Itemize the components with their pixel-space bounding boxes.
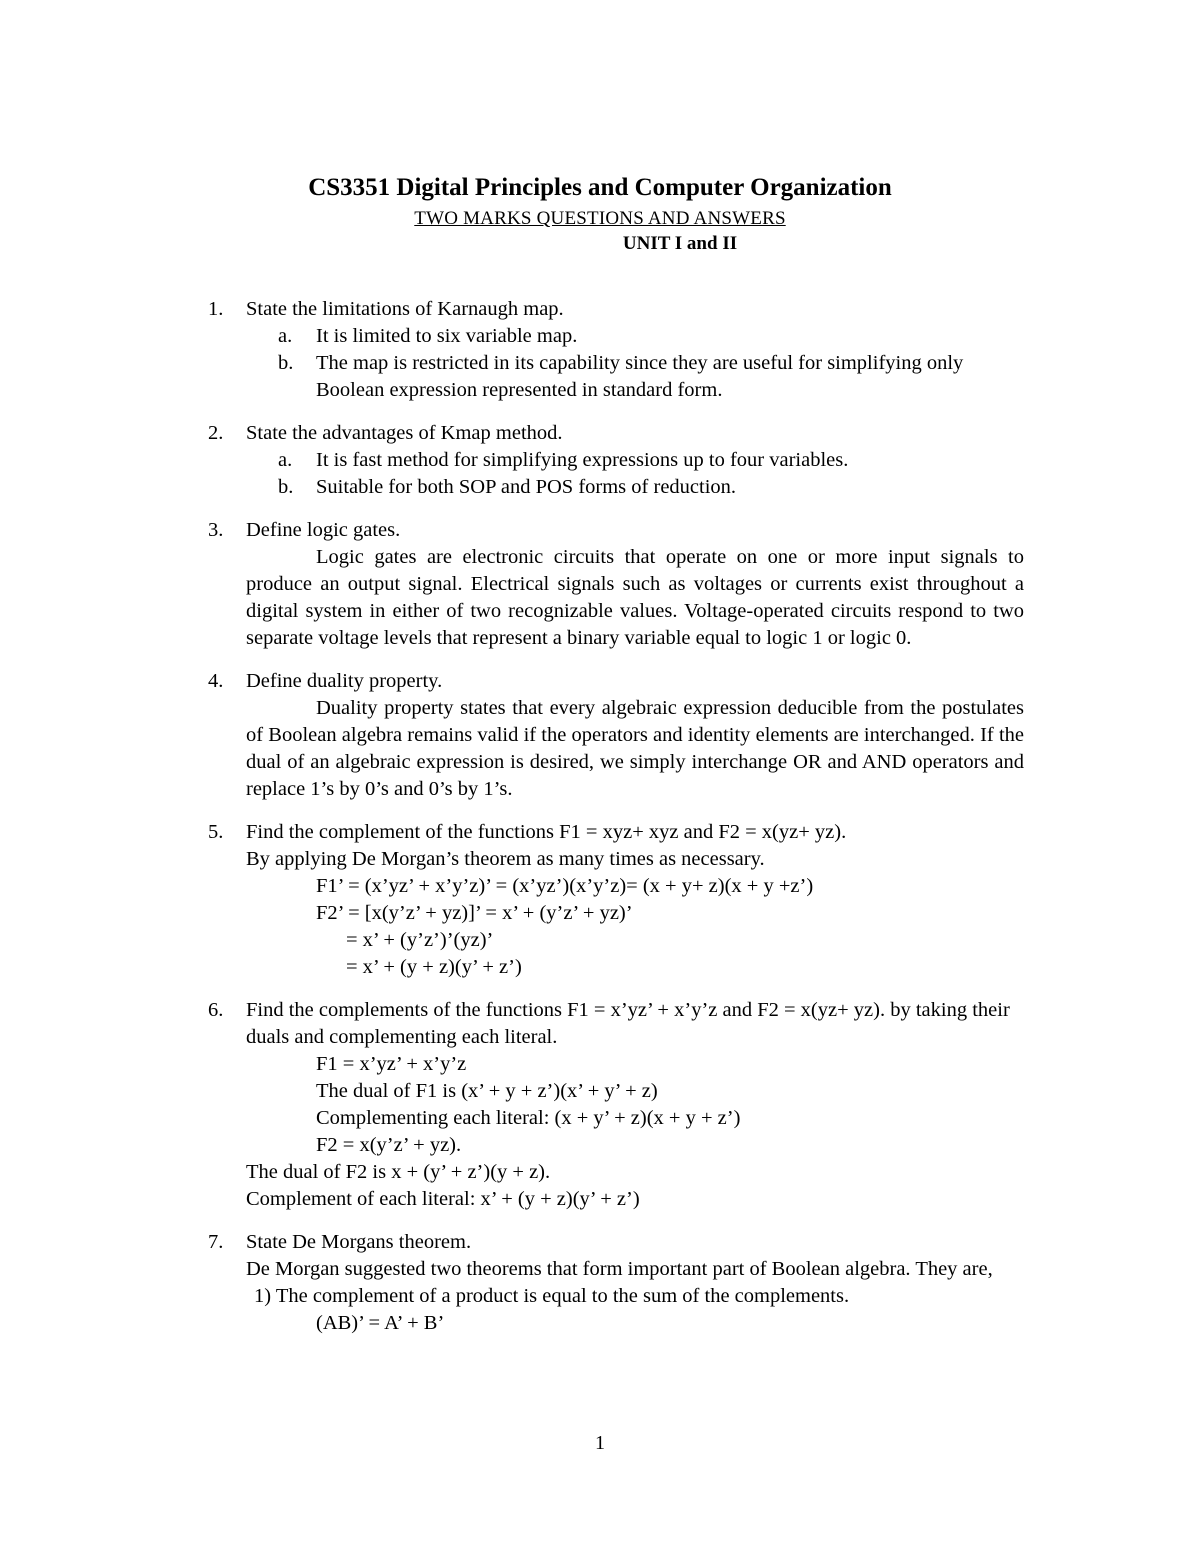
equation-line: F2’ = [x(y’z’ + yz)]’ = x’ + (y’z’ + yz)’	[316, 902, 633, 924]
unit-heading: UNIT I and II	[622, 233, 738, 254]
answer-intro: By applying De Morgan’s theorem as many times as necessary.	[246, 848, 765, 870]
document-title: CS3351 Digital Principles and Computer Organization	[308, 174, 892, 201]
question-number: 5.	[208, 821, 224, 843]
equation-line: Complementing each literal: (x + y’ + z)(x + y + z’)	[316, 1107, 741, 1129]
question-1	[208, 296, 1024, 404]
item-text: It is limited to six variable map.	[316, 325, 578, 347]
question-number: 2.	[208, 422, 224, 444]
item-text: The map is restricted in its capability since they are useful for simplifying only Boolean expression represented in standard form.	[316, 352, 964, 401]
equation-line: = x’ + (y + z)(y’ + z’)	[346, 956, 522, 978]
equation-line: = x’ + (y’z’)’(yz)’	[346, 929, 494, 951]
question-text: State De Morgans theorem.	[246, 1231, 472, 1253]
question-number: 1.	[208, 298, 224, 320]
question-number: 3.	[208, 519, 224, 541]
question-4	[208, 668, 1024, 803]
answer-item	[278, 474, 1024, 501]
question-text: Define logic gates.	[246, 519, 401, 541]
theorem-line: 1) The complement of a product is equal to the sum of the complements.	[254, 1285, 850, 1307]
item-label: b.	[278, 476, 294, 498]
answer-item	[278, 323, 1024, 350]
item-label: a.	[278, 449, 293, 471]
question-number: 6.	[208, 999, 224, 1021]
item-text: Suitable for both SOP and POS forms of reduction.	[316, 476, 737, 498]
question-2	[208, 420, 1024, 501]
question-number: 7.	[208, 1231, 224, 1253]
item-label: a.	[278, 325, 293, 347]
equation-line: The dual of F2 is x + (y’ + z’)(y + z).	[246, 1161, 551, 1183]
equation-line: F1’ = (x’yz’ + x’y’z)’ = (x’yz’)(x’y’z)= (x + y+ z)(x + y +z’)	[316, 875, 814, 897]
item-text: It is fast method for simplifying expressions up to four variables.	[316, 449, 849, 471]
equation-line: The dual of F1 is (x’ + y + z’)(x’ + y’ + z)	[316, 1080, 658, 1102]
question-text: State the advantages of Kmap method.	[246, 422, 563, 444]
question-text: State the limitations of Karnaugh map.	[246, 298, 564, 320]
question-number: 4.	[208, 670, 224, 692]
document-subtitle: TWO MARKS QUESTIONS AND ANSWERS	[414, 208, 786, 229]
answer-paragraph: Duality property states that every algebraic expression deducible from the postulates of Boolean algebra remains valid if the operators and identity elements are interchanged. If the dual of an algebraic expression is desired, we simply interchange OR and AND operators and replace 1’s by 0’s and 0’s by 1’s.	[246, 697, 1024, 800]
answer-item	[278, 350, 1024, 404]
equation-line: F1 = x’yz’ + x’y’z	[316, 1053, 467, 1075]
question-3	[208, 517, 1024, 652]
answer-text: De Morgan suggested two theorems that form important part of Boolean algebra. They are,	[246, 1258, 993, 1280]
answer-paragraph: Logic gates are electronic circuits that operate on one or more input signals to produce an output signal. Electrical signals such as voltages or currents exist throughout a digital system in either of two recognizable values. Voltage-operated circuits respond to two separate voltage levels that represent a binary variable equal to logic 1 or logic 0.	[246, 546, 1024, 649]
equation-line: Complement of each literal: x’ + (y + z)(y’ + z’)	[246, 1188, 640, 1210]
question-5	[208, 819, 1024, 981]
question-6	[208, 997, 1024, 1213]
question-text: Find the complement of the functions F1 = xyz+ xyz and F2 = x(yz+ yz).	[246, 821, 847, 843]
equation-line: (AB)’ = A’ + B’	[316, 1312, 445, 1334]
question-7	[208, 1229, 1024, 1337]
page-number: 1	[595, 1432, 605, 1454]
question-text: Define duality property.	[246, 670, 443, 692]
question-text: Find the complements of the functions F1 = x’yz’ + x’y’z and F2 = x(yz+ yz). by taking their duals and complementing each literal.	[246, 999, 1010, 1048]
questions-list	[208, 296, 1024, 1337]
equation-line: F2 = x(y’z’ + yz).	[316, 1134, 462, 1156]
item-label: b.	[278, 352, 294, 374]
answer-item	[278, 447, 1024, 474]
